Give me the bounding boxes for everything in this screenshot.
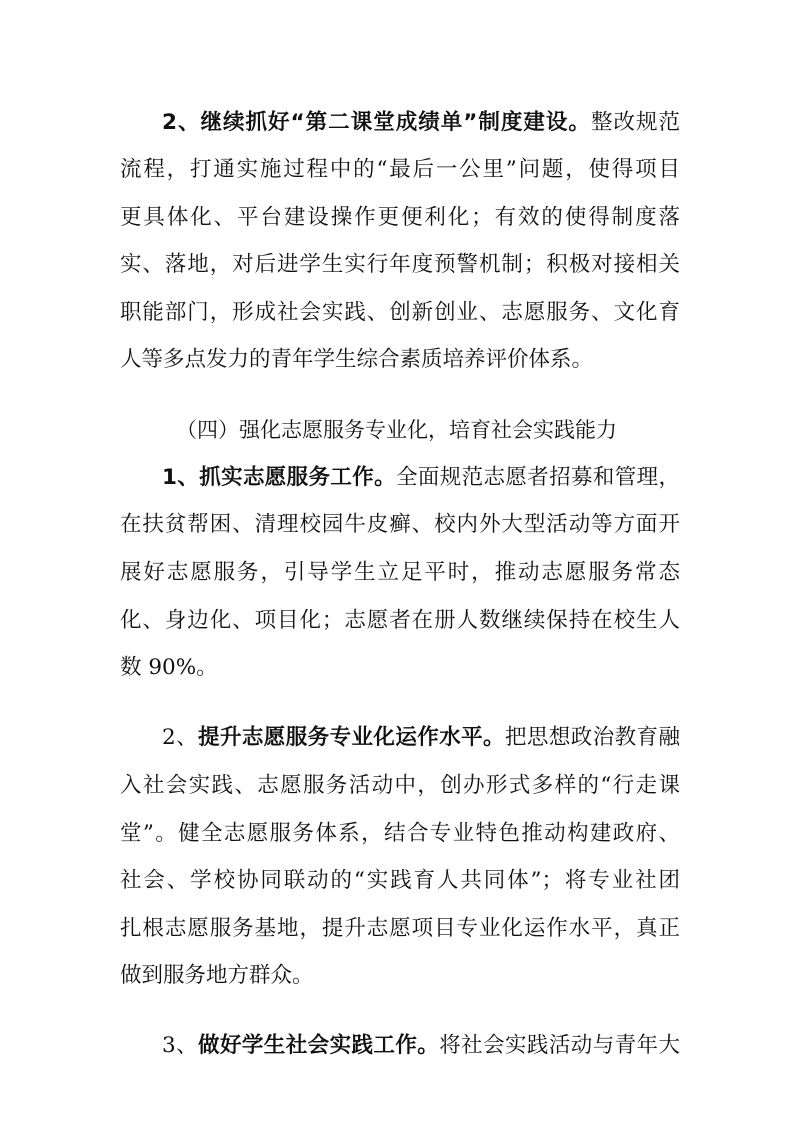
lead-number: 2、 xyxy=(162,110,201,135)
paragraph-line: 化、身边化、项目化；志愿者在册人数继续保持在校生人 xyxy=(120,608,680,633)
lead-number: 3、 xyxy=(162,1033,199,1058)
line-text: 全面规范志愿者招募和管理， xyxy=(396,465,680,490)
paragraph-line xyxy=(162,718,680,758)
paragraph-line: 社会、学校协同联动的“实践育人共同体”；将专业社团 xyxy=(120,868,680,893)
line-text: 把思想政治教育融 xyxy=(505,725,680,750)
lead-title: 做好学生社会实践工作。 xyxy=(198,1033,440,1058)
paragraph-line: 更具体化、平台建设操作更便利化；有效的使得制度落 xyxy=(120,205,680,230)
paragraph-line: 实、落地，对后进学生实行年度预警机制；积极对接相关 xyxy=(120,252,680,277)
paragraph-line: 扎根志愿服务基地，提升志愿项目专业化运作水平，真正 xyxy=(120,916,680,941)
line-text: 整改规范 xyxy=(590,110,680,135)
paragraph-line: 做到服务地方群众。 xyxy=(120,963,314,988)
paragraph-line xyxy=(162,1026,680,1066)
section-heading: （四）强化志愿服务专业化，培育社会实践能力 xyxy=(176,418,617,442)
paragraph-line: 流程，打通实施过程中的“最后一公里”问题，使得项目 xyxy=(120,157,680,182)
paragraph-line: 入社会实践、志愿服务活动中，创办形式多样的“行走课 xyxy=(120,773,680,798)
paragraph-line: 数 90%。 xyxy=(120,655,218,680)
paragraph-line: 职能部门，形成社会实践、创新创业、志愿服务、文化育 xyxy=(120,300,680,325)
lead-title: 继续抓好“第二课堂成绩单”制度建设。 xyxy=(200,110,591,135)
lead-title: 提升志愿服务专业化运作水平。 xyxy=(198,725,505,750)
paragraph-line xyxy=(162,458,680,498)
paragraph-line: 展好志愿服务，引导学生立足平时，推动志愿服务常态 xyxy=(120,560,680,585)
lead-number: 2、 xyxy=(162,725,199,750)
paragraph-line: 堂”。健全志愿服务体系，结合专业特色推动构建政府、 xyxy=(120,821,680,846)
paragraph-line xyxy=(162,103,680,143)
paragraph-line: 在扶贫帮困、清理校园牛皮癣、校内外大型活动等方面开 xyxy=(120,512,680,537)
paragraph-line: 人等多点发力的青年学生综合素质培养评价体系。 xyxy=(120,347,594,372)
line-text: 将社会实践活动与青年大 xyxy=(439,1033,680,1058)
lead-title: 1、抓实志愿服务工作。 xyxy=(162,465,397,490)
